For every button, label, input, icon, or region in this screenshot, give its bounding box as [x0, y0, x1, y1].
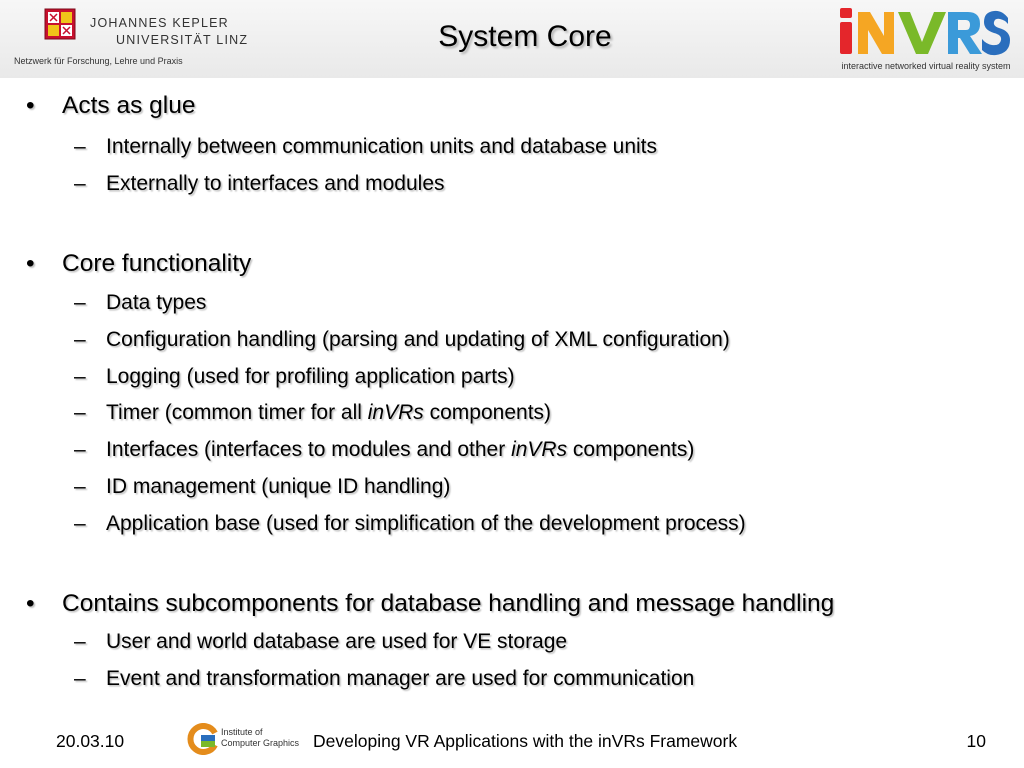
sub-bullet-text: User and world database are used for VE storage — [106, 630, 568, 653]
sub-bullet-text: Timer (common timer for all — [106, 401, 368, 424]
jku-slogan: Netzwerk für Forschung, Lehre und Praxis — [14, 56, 183, 66]
slide-title: System Core — [438, 20, 612, 53]
sub-bullet-text: Data types — [106, 291, 207, 314]
sub-bullet — [74, 291, 206, 315]
invrs-logo-icon — [836, 4, 1012, 60]
dash-icon: – — [74, 365, 86, 388]
sub-bullet — [74, 438, 694, 462]
sub-bullet — [74, 630, 567, 654]
icg-logo — [187, 723, 307, 757]
bullet-core-functionality — [26, 250, 251, 278]
invrs-logo — [832, 4, 1018, 74]
sub-bullet — [74, 365, 515, 389]
footer-title: Developing VR Applications with the inVRs Framework — [313, 731, 738, 751]
jku-name-line2: UNIVERSITÄT LINZ — [116, 33, 249, 47]
jku-name-line1: JOHANNES KEPLER — [90, 16, 229, 30]
dash-icon: – — [74, 667, 86, 690]
invrs-tagline: interactive networked virtual reality system — [841, 61, 1011, 71]
bullet-subcomponents — [26, 590, 834, 618]
dash-icon: – — [74, 438, 86, 461]
jku-crest-icon — [44, 8, 76, 40]
sub-bullet-text: Internally between communication units and database units — [106, 135, 658, 158]
dash-icon: – — [74, 401, 86, 424]
sub-bullet — [74, 401, 551, 425]
sub-bullet — [74, 135, 657, 159]
bullet-text: Acts as glue — [62, 92, 196, 119]
bullet-acts-as-glue — [26, 92, 195, 120]
dash-icon: – — [74, 328, 86, 351]
icg-line2: Computer Graphics — [221, 738, 300, 748]
slide-header — [0, 0, 1024, 78]
invrs-name: inVRs — [511, 438, 568, 461]
dash-icon: – — [74, 291, 86, 314]
sub-bullet — [74, 172, 445, 196]
sub-bullet-text: Interfaces (interfaces to modules and other — [106, 438, 512, 461]
icg-line1: Institute of — [221, 727, 263, 737]
page-number: 10 — [966, 731, 986, 751]
sub-bullet-text: Application base (used for simplification of the development process) — [106, 512, 746, 535]
sub-bullet-text: Configuration handling (parsing and updating of XML configuration) — [106, 328, 730, 351]
sub-bullet-text: ID management (unique ID handling) — [106, 475, 451, 498]
bullet-dot-icon: • — [26, 250, 35, 277]
dash-icon: – — [74, 512, 86, 535]
bullet-dot-icon: • — [26, 92, 35, 119]
dash-icon: – — [74, 172, 86, 195]
footer-date: 20.03.10 — [56, 731, 125, 751]
sub-bullet-text: Logging (used for profiling application parts) — [106, 365, 515, 388]
bullet-dot-icon: • — [26, 590, 35, 617]
dash-icon: – — [74, 630, 86, 653]
sub-bullet — [74, 328, 730, 352]
sub-bullet-text: Externally to interfaces and modules — [106, 172, 445, 195]
sub-bullet-text: Event and transformation manager are used for communication — [106, 667, 695, 690]
sub-bullet — [74, 512, 746, 536]
bullet-text: Contains subcomponents for database handling and message handling — [62, 590, 835, 617]
sub-bullet-text: components) — [423, 401, 552, 424]
dash-icon: – — [74, 135, 86, 158]
dash-icon: – — [74, 475, 86, 498]
jku-logo — [14, 6, 249, 72]
bullet-text: Core functionality — [62, 250, 252, 277]
sub-bullet — [74, 667, 694, 691]
invrs-name: inVRs — [367, 401, 424, 424]
sub-bullet-text: components) — [567, 438, 695, 461]
icg-text — [221, 727, 299, 749]
sub-bullet — [74, 475, 450, 499]
icg-logo-icon — [187, 723, 219, 755]
